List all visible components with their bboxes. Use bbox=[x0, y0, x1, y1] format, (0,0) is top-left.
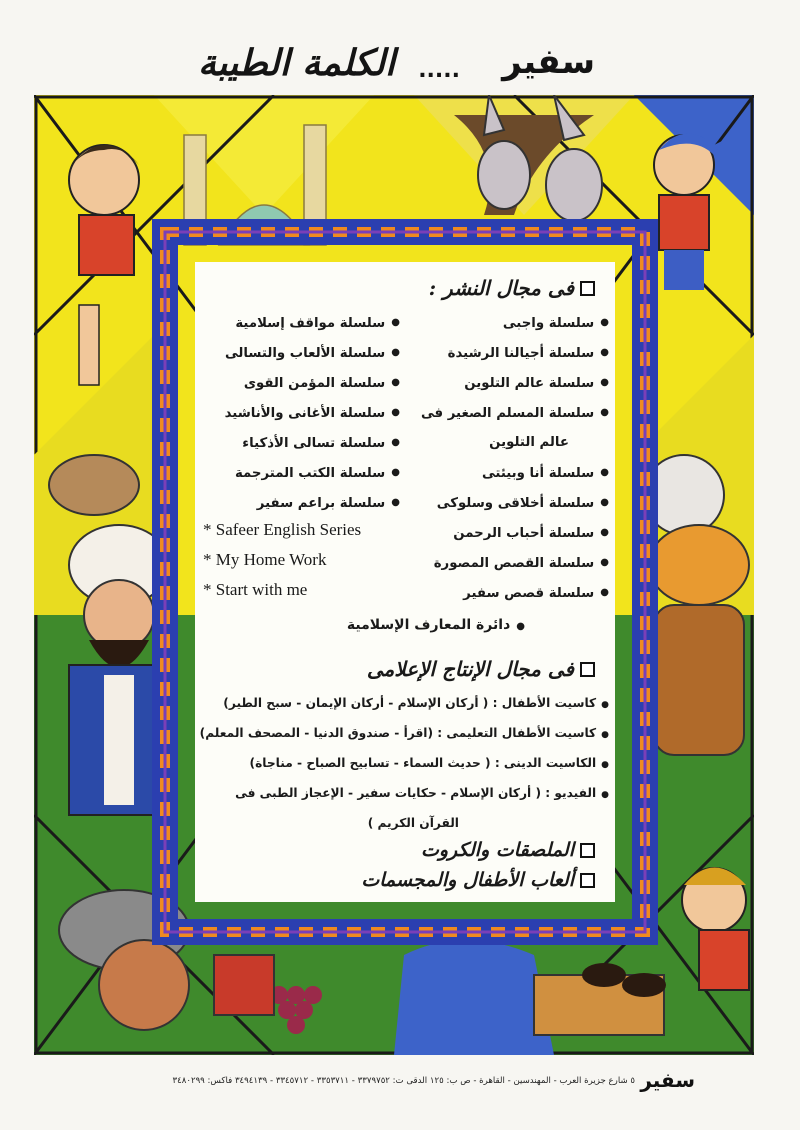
bullet-icon: ● bbox=[601, 790, 609, 800]
publishing-list-right bbox=[409, 308, 609, 608]
checkbox-icon bbox=[580, 873, 595, 888]
list-item: ●سلسلة براعم سفير bbox=[256, 496, 400, 511]
section-media-label: فى مجال الإنتاج الإعلامى bbox=[366, 657, 574, 681]
bullet-icon: ● bbox=[516, 621, 525, 632]
list-item: ●سلسلة أجيالنا الرشيدة bbox=[447, 346, 609, 361]
english-series-list bbox=[203, 515, 403, 605]
bullet-icon: ● bbox=[391, 437, 400, 448]
list-item: ●سلسلة الأغانى والأناشيد bbox=[224, 406, 400, 421]
bullet-icon: ● bbox=[601, 760, 609, 770]
page-footer bbox=[0, 1068, 800, 1098]
bullet-icon: ● bbox=[600, 497, 609, 508]
list-item: ●سلسلة مواقف إسلامية bbox=[235, 316, 400, 331]
list-item: ●سلسلة القصص المصورة bbox=[433, 556, 609, 571]
bullet-icon: ● bbox=[600, 587, 609, 598]
footer-brand-logo: سفير bbox=[640, 1068, 695, 1092]
bullet-icon: ● bbox=[391, 407, 400, 418]
brand-logo: سفير bbox=[502, 42, 595, 82]
checkbox-icon bbox=[580, 662, 595, 677]
list-item: ●كاسيت الأطفال : ( أركان الإسلام - أركان الإيمان - سبح الطير) bbox=[223, 696, 609, 710]
bullet-icon: ● bbox=[600, 527, 609, 538]
checkbox-icon bbox=[580, 281, 595, 296]
list-item: ●سلسلة قصص سفير bbox=[463, 586, 609, 601]
bullet-icon: ● bbox=[600, 467, 609, 478]
bullet-icon: ● bbox=[600, 347, 609, 358]
page-header bbox=[0, 28, 800, 88]
list-item: ●الكاسيت الدينى : ( حديث السماء - تسابيح الصباح - مناجاة) bbox=[249, 756, 609, 770]
list-item: * Start with me bbox=[203, 580, 308, 599]
list-item: ●سلسلة أنا وبيئتى bbox=[481, 466, 609, 481]
bullet-icon: ● bbox=[391, 347, 400, 358]
bullet-icon: ● bbox=[600, 377, 609, 388]
bullet-icon: ● bbox=[600, 407, 609, 418]
footer-address: ٥ شارع جزيرة العرب - المهندسين - القاهرة - ص ب: ١٢٥ الدقى ت: ٣٣٧٩٧٥٢ - ٣٣٥٣٧١١ - ٣٣٤٥٧١٢ - ٣٤٩٤١٣٩ فاكس: ٣٤٨٠٢٩٩ bbox=[172, 1076, 635, 1086]
list-item: ●الفيديو : ( أركان الإسلام - حكايات سفير - الإعجاز الطبى فى bbox=[235, 786, 609, 800]
list-item: ●سلسلة المؤمن القوى bbox=[243, 376, 400, 391]
list-item: ●سلسلة أحباب الرحمن bbox=[453, 526, 609, 541]
list-item: ●سلسلة عالم التلوين bbox=[464, 376, 609, 391]
list-item: * My Home Work bbox=[203, 550, 327, 569]
bullet-icon: ● bbox=[391, 497, 400, 508]
media-list bbox=[199, 688, 609, 838]
list-item-continuation: عالم التلوين bbox=[489, 435, 569, 450]
list-item: ●سلسلة واجبى bbox=[502, 316, 609, 331]
list-item-continuation: القرآن الكريم ) bbox=[367, 816, 459, 830]
section-toys-title: ألعاب الأطفال والمجسمات bbox=[361, 869, 595, 891]
bullet-icon: ● bbox=[601, 730, 609, 740]
bullet-icon: ● bbox=[391, 377, 400, 388]
header-separator: ..... bbox=[418, 58, 460, 83]
list-item: ●سلسلة الألعاب والتسالى bbox=[224, 346, 400, 361]
section-media-title bbox=[367, 657, 595, 681]
bullet-icon: ● bbox=[391, 317, 400, 328]
bullet-icon: ● bbox=[600, 317, 609, 328]
list-item: ●سلسلة أخلاقى وسلوكى bbox=[436, 496, 609, 511]
header-slogan: الكلمة الطيبة bbox=[198, 42, 395, 84]
list-item: ●سلسلة المسلم الصغير فى bbox=[420, 406, 609, 421]
bullet-icon: ● bbox=[391, 467, 400, 478]
section-stickers-title: الملصقات والكروت bbox=[421, 839, 595, 861]
list-item: ●سلسلة تسالى الأذكياء bbox=[242, 436, 400, 451]
checkbox-icon bbox=[580, 843, 595, 858]
publishing-list-left bbox=[200, 308, 400, 518]
list-item: ●سلسلة الكتب المترجمة bbox=[234, 466, 400, 481]
section-publishing-title bbox=[429, 276, 595, 300]
catalog-panel bbox=[195, 262, 615, 902]
section-publishing-label: فى مجال النشر : bbox=[428, 276, 574, 300]
bullet-icon: ● bbox=[601, 700, 609, 710]
encyclopedia-item: ●دائرة المعارف الإسلامية bbox=[346, 617, 525, 633]
bullet-icon: ● bbox=[600, 557, 609, 568]
list-item: ●كاسيت الأطفال التعليمى : (اقرأ - صندوق الدنيا - المصحف المعلم) bbox=[199, 726, 609, 740]
list-item: * Safeer English Series bbox=[203, 520, 362, 539]
